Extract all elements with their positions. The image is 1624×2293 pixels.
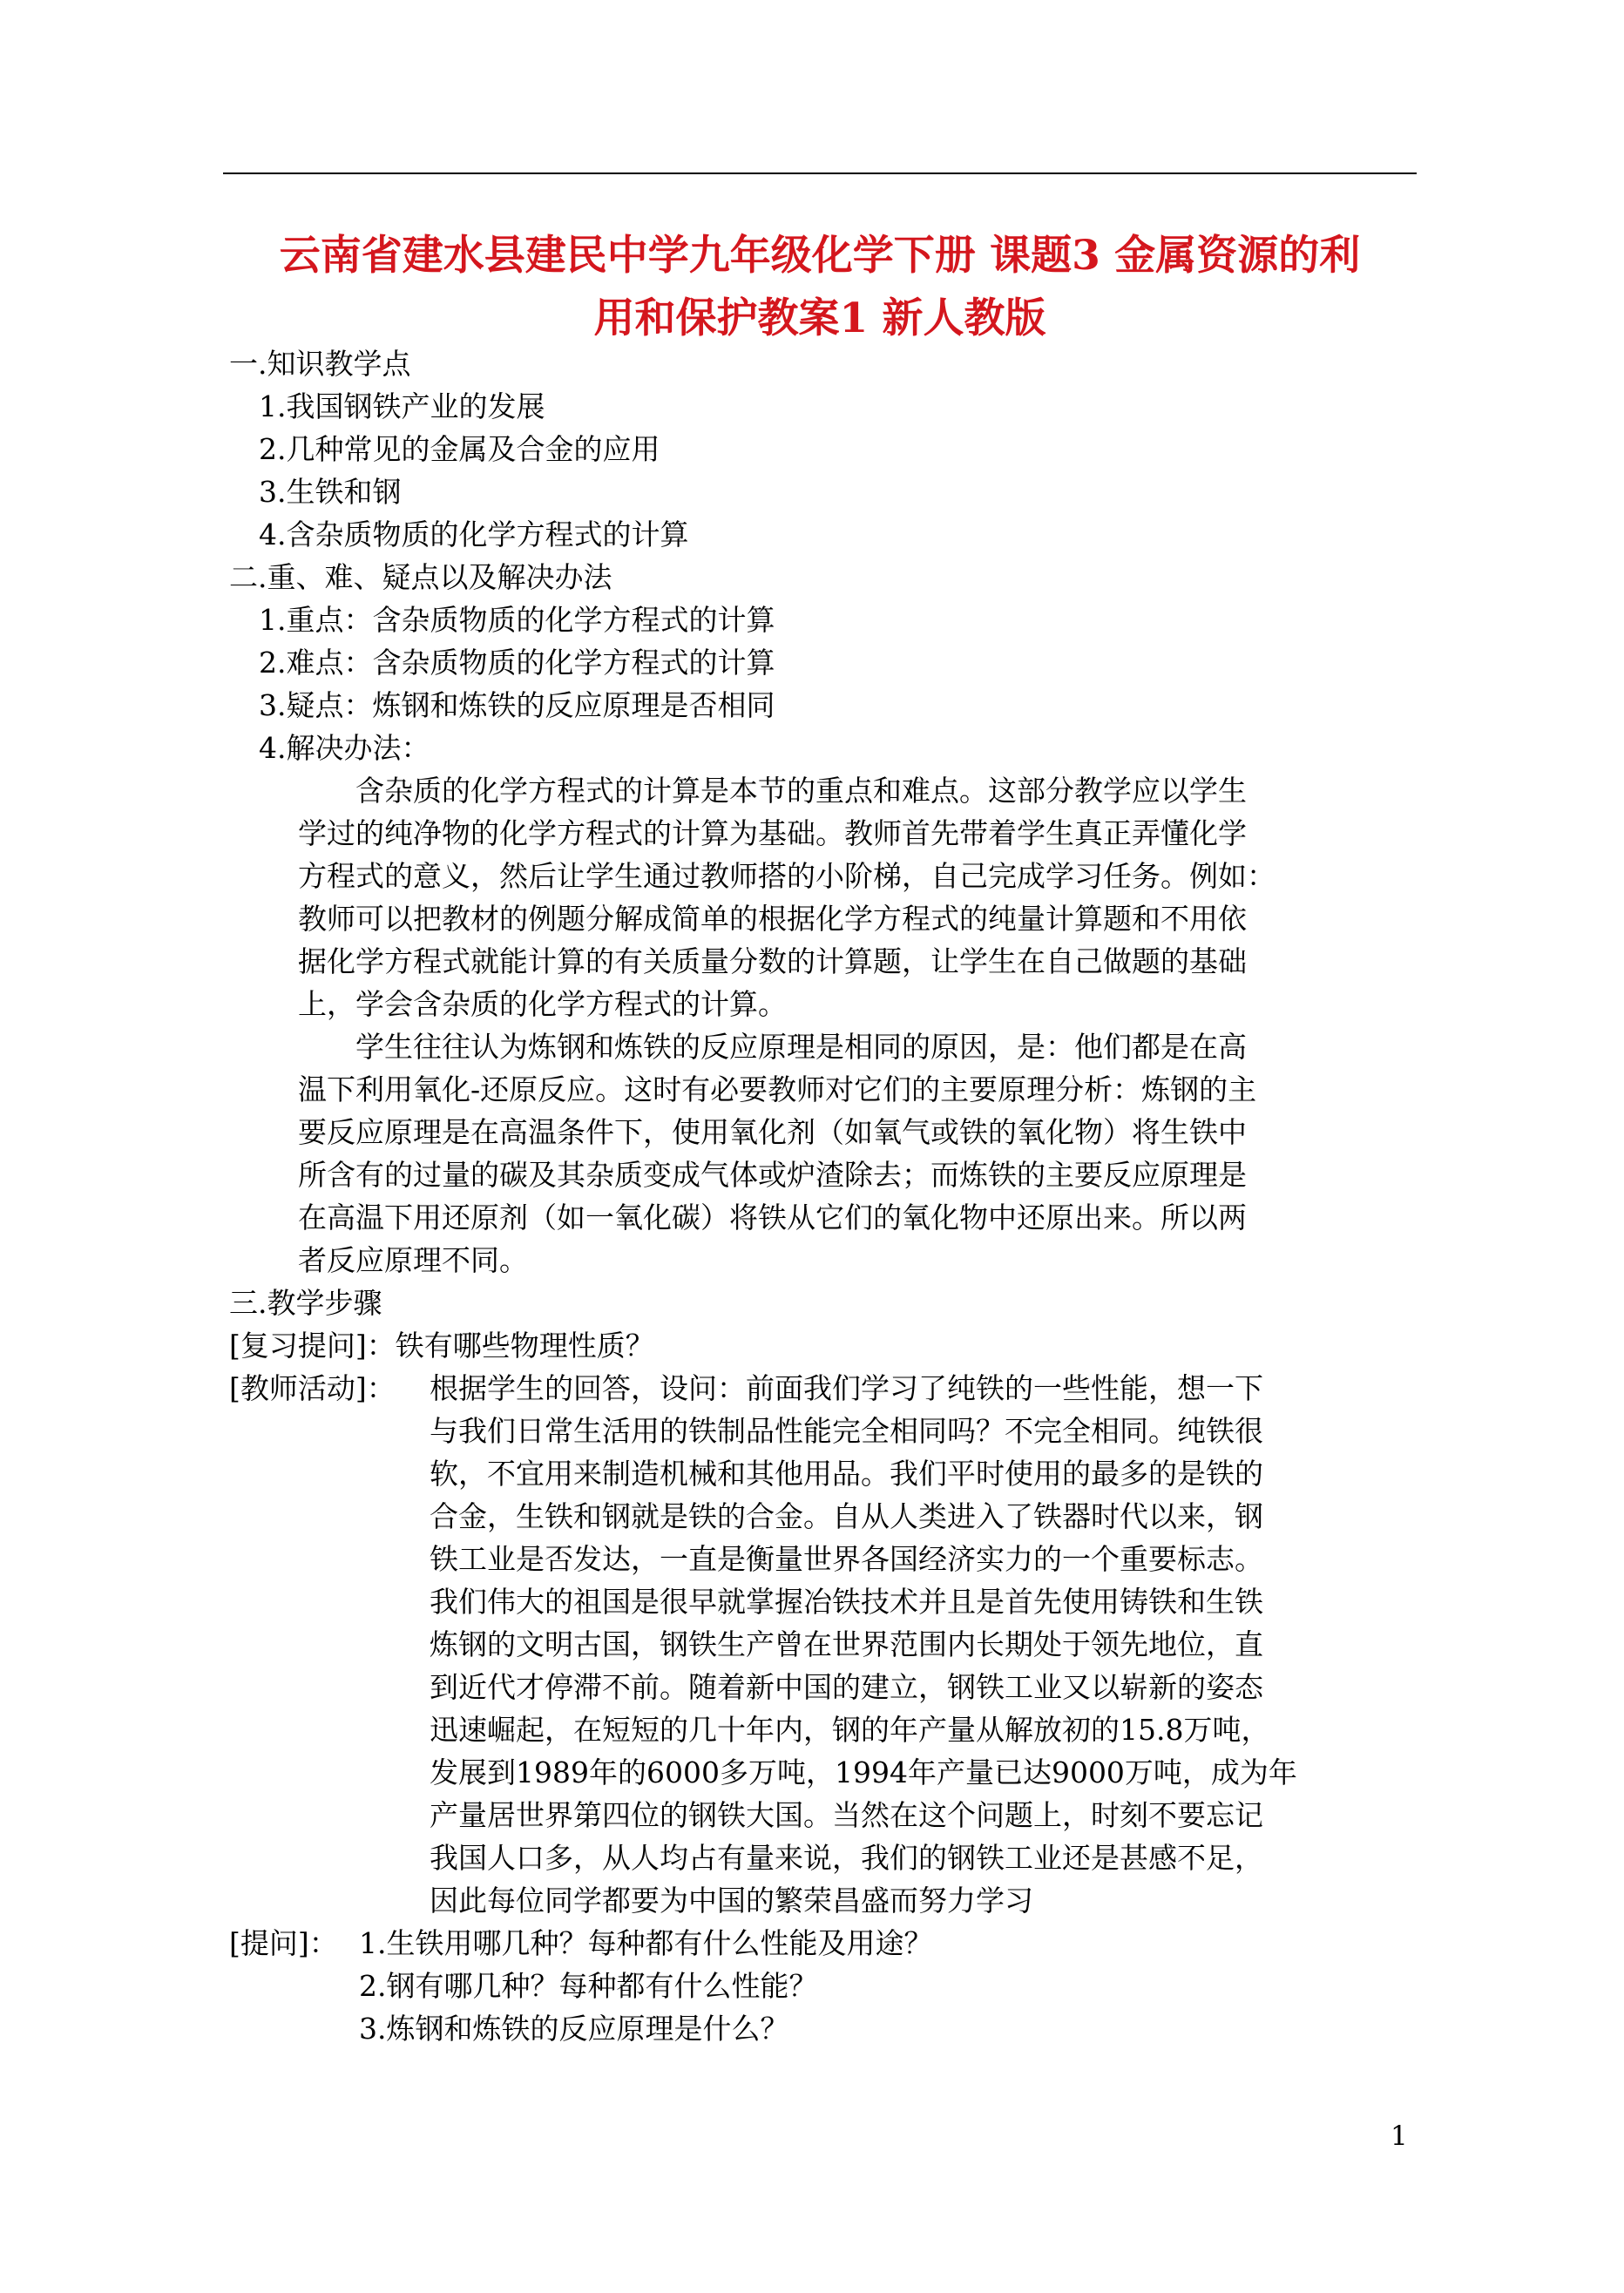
question-item: 2.钢有哪几种？每种都有什么性能？ — [359, 1969, 818, 2003]
section-heading: 三.教学步骤 — [229, 1286, 382, 1320]
teacher-activity-line: 迅速崛起，在短短的几十年内，钢的年产量从解放初的15.8万吨， — [430, 1713, 1270, 1747]
teacher-activity-line: 软，不宜用来制造机械和其他用品。我们平时使用的最多的是铁的 — [430, 1457, 1263, 1491]
list-item: 4.解决办法： — [259, 731, 430, 765]
question-item: 1.生铁用哪几种？每种都有什么性能及用途？ — [359, 1926, 933, 1960]
list-item: 1.我国钢铁产业的发展 — [259, 389, 545, 423]
header-rule — [223, 172, 1417, 174]
teacher-activity-line: 根据学生的回答，设问：前面我们学习了纯铁的一些性能，想一下 — [430, 1371, 1263, 1405]
title-line-2: 用和保护教案1 新人教版 — [593, 294, 1046, 342]
review-question: [复习提问]：铁有哪些物理性质？ — [229, 1329, 654, 1363]
list-item: 3.生铁和钢 — [259, 475, 402, 509]
section-heading: 二.重、难、疑点以及解决办法 — [229, 560, 612, 594]
paragraph-line: 在高温下用还原剂（如一氧化碳）将铁从它们的氧化物中还原出来。所以两 — [298, 1201, 1247, 1234]
teacher-activity-line: 我们伟大的祖国是很早就掌握冶铁技术并且是首先使用铸铁和生铁 — [430, 1585, 1263, 1619]
teacher-activity-line: 发展到1989年的6000多万吨，1994年产量已达9000万吨，成为年 — [430, 1755, 1297, 1789]
teacher-activity-line: 产量居世界第四位的钢铁大国。当然在这个问题上，时刻不要忘记 — [430, 1798, 1263, 1832]
paragraph-line: 者反应原理不同。 — [298, 1243, 528, 1277]
list-item: 2.几种常见的金属及合金的应用 — [259, 432, 660, 466]
document-title — [223, 225, 1417, 350]
teacher-activity-line: 合金，生铁和钢就是铁的合金。自从人类进入了铁器时代以来，钢 — [430, 1499, 1263, 1533]
list-item: 4.含杂质物质的化学方程式的计算 — [259, 517, 689, 551]
paragraph-line: 据化学方程式就能计算的有关质量分数的计算题，让学生在自己做题的基础 — [298, 944, 1247, 978]
teacher-activity-label: [教师活动]： — [229, 1371, 396, 1405]
paragraph-line: 教师可以把教材的例题分解成简单的根据化学方程式的纯量计算题和不用依 — [298, 902, 1247, 936]
question-label: [提问]： — [229, 1926, 338, 1960]
list-item: 1.重点：含杂质物质的化学方程式的计算 — [259, 603, 775, 637]
teacher-activity-line: 铁工业是否发达，一直是衡量世界各国经济实力的一个重要标志。 — [430, 1542, 1263, 1576]
paragraph-line: 所含有的过量的碳及其杂质变成气体或炉渣除去；而炼铁的主要反应原理是 — [298, 1158, 1247, 1192]
page-number: 1 — [1391, 2121, 1408, 2152]
paragraph-line: 学过的纯净物的化学方程式的计算为基础。教师首先带着学生真正弄懂化学 — [298, 816, 1247, 850]
teacher-activity-line: 炼钢的文明古国，钢铁生产曾在世界范围内长期处于领先地位，直 — [430, 1627, 1263, 1661]
teacher-activity-line: 与我们日常生活用的铁制品性能完全相同吗？不完全相同。纯铁很 — [430, 1414, 1263, 1448]
paragraph-line: 方程式的意义，然后让学生通过教师搭的小阶梯，自己完成学习任务。例如： — [298, 859, 1276, 893]
question-item: 3.炼钢和炼铁的反应原理是什么？ — [359, 2012, 789, 2046]
section-heading: 一.知识教学点 — [229, 347, 411, 381]
title-line-1: 云南省建水县建民中学九年级化学下册 课题3 金属资源的利 — [279, 232, 1361, 280]
paragraph-line: 要反应原理是在高温条件下，使用氧化剂（如氧气或铁的氧化物）将生铁中 — [298, 1115, 1247, 1149]
paragraph-line: 学生往往认为炼钢和炼铁的反应原理是相同的原因，是：他们都是在高 — [298, 1030, 1247, 1064]
list-item: 3.疑点：炼钢和炼铁的反应原理是否相同 — [259, 688, 775, 722]
paragraph-line: 上，学会含杂质的化学方程式的计算。 — [298, 987, 787, 1021]
paragraph-line: 温下利用氧化-还原反应。这时有必要教师对它们的主要原理分析：炼钢的主 — [298, 1072, 1257, 1106]
list-item: 2.难点：含杂质物质的化学方程式的计算 — [259, 646, 775, 680]
teacher-activity-line: 我国人口多，从人均占有量来说，我们的钢铁工业还是甚感不足， — [430, 1841, 1263, 1875]
paragraph-line: 含杂质的化学方程式的计算是本节的重点和难点。这部分教学应以学生 — [298, 774, 1247, 808]
teacher-activity-line: 因此每位同学都要为中国的繁荣昌盛而努力学习 — [430, 1884, 1033, 1918]
teacher-activity-line: 到近代才停滞不前。随着新中国的建立，钢铁工业又以崭新的姿态 — [430, 1670, 1263, 1704]
